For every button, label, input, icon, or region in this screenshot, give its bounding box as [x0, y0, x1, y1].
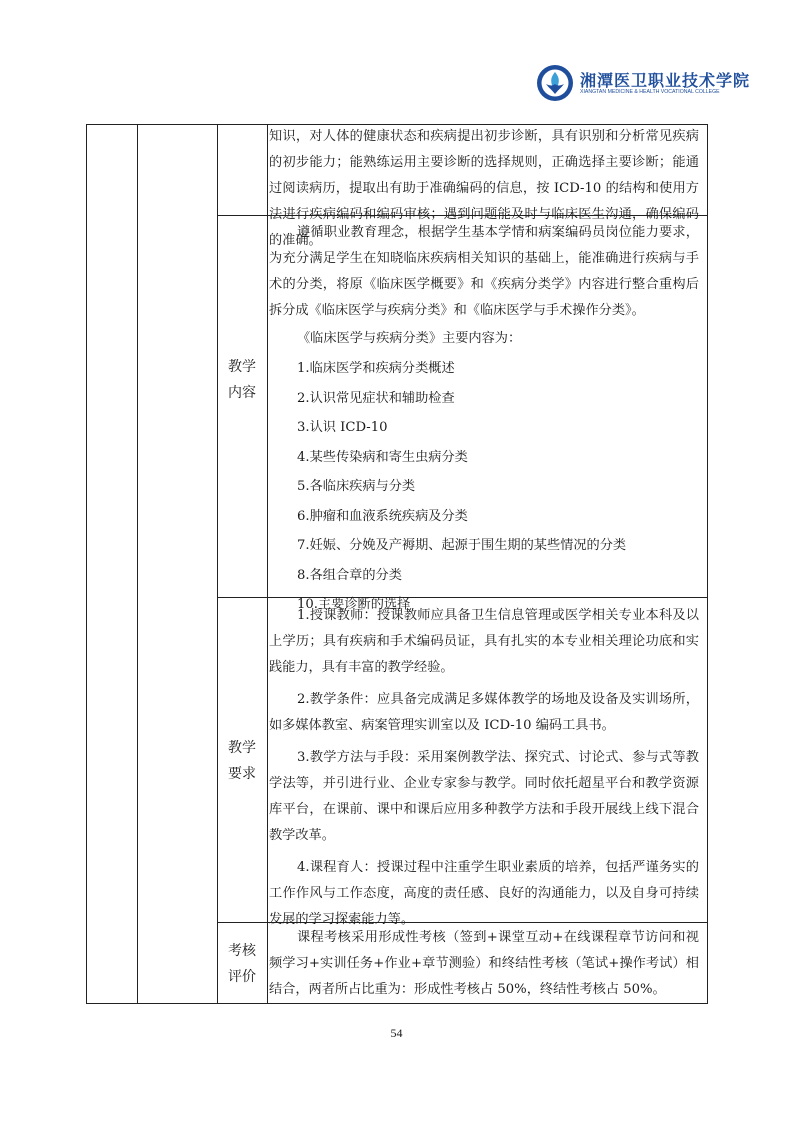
table-divider	[137, 125, 138, 1003]
content-list	[269, 354, 699, 620]
requirement-paragraph: 2.教学条件：应具备完成满足多媒体教学的场地及设备及实训场所，如多媒体教室、病案管理实训室以及 ICD-10 编码工具书。	[269, 692, 699, 733]
college-name-cn: 湘潭医卫职业技术学院	[580, 71, 751, 90]
requirement-paragraph: 4.课程育人：授课过程中注重学生职业素质的培养，包括严谨务实的工作作风与工作态度，高度的责任感、良好的沟通能力，以及自身可持续发展的学习探索能力等。	[269, 860, 699, 927]
list-item: 6.肿瘤和血液系统疾病及分类	[297, 508, 468, 524]
page-number: 54	[390, 1026, 403, 1040]
list-item: 1.临床医学和疾病分类概述	[297, 361, 455, 376]
list-item: 4.某些传染病和寄生虫病分类	[297, 449, 468, 465]
list-item: 5.各临床疾病与分类	[297, 479, 416, 494]
list-item: 7.妊娠、分娩及产褥期、起源于围生期的某些情况的分类	[297, 538, 627, 553]
requirement-paragraph: 3.教学方法与手段：采用案例教学法、探究式、讨论式、参与式等教学法等，并引进行业、企业专家参与教学。同时依托超星平台和教学资源库平台，在课前、课中和课后应用多种教学方法和手段开展线上线下混合教学改革。	[269, 750, 699, 843]
list-item: 3.认识 ICD-10	[297, 420, 388, 435]
content-heading: 《临床医学与疾病分类》主要内容为：	[297, 331, 522, 346]
content-label: 教学 内容	[228, 359, 256, 401]
requirement-paragraph: 1.授课教师：授课教师应具备卫生信息管理或医学相关专业本科及以上学历；具有疾病和手术编码员证，具有扎实的本专业相关理论功底和实践能力，具有丰富的教学经验。	[269, 608, 699, 675]
list-item: 2.认识常见症状和辅助检查	[297, 390, 455, 406]
content-cell	[269, 220, 699, 620]
assessment-label: 考核 评价	[228, 943, 256, 985]
list-item: 8.各组合章的分类	[297, 567, 402, 583]
requirements-label: 教学 要求	[228, 740, 256, 782]
college-name-en: XIANGTAN MEDICINE & HEALTH VOCATIONAL COLLEGE	[580, 89, 720, 95]
table-divider	[267, 125, 268, 1003]
course-table	[86, 124, 708, 1004]
table-divider	[217, 125, 218, 1003]
assessment-text: 课程考核采用形成性考核（签到+课堂互动+在线课程章节访问和视频学习+实训任务+作业+章节测验）和终结性考核（笔试+操作考试）相结合，两者所占比重为：形成性考核占 50%，终结性考核占 50%。	[269, 930, 699, 997]
list-item: 10.主要诊断的选择	[297, 597, 411, 612]
objectives-continued-text: 知识，对人体的健康状态和疾病提出初步诊断，具有识别和分析常见疾病的初步能力；能熟练运用主要诊断的选择规则，正确选择主要诊断；能通过阅读病历，提取出有助于准确编码的信息，按 ICD-10 的结构和使用方法进行疾病编码和编码审核；遇到问题能及时与临床医生沟通，确保编码的准确。	[269, 129, 699, 248]
content-intro: 遵循职业教育理念，根据学生基本学情和病案编码员岗位能力要求，为充分满足学生在知晓临床疾病相关知识的基础上，能准确进行疾病与手术的分类，将原《临床医学概要》和《疾病分类学》内容进行整合重构后拆分成《临床医学与疾病分类》和《临床医学与手术操作分类》。	[269, 225, 699, 318]
college-logo	[536, 64, 751, 104]
college-emblem-icon	[536, 64, 574, 102]
requirements-cell	[269, 603, 699, 933]
